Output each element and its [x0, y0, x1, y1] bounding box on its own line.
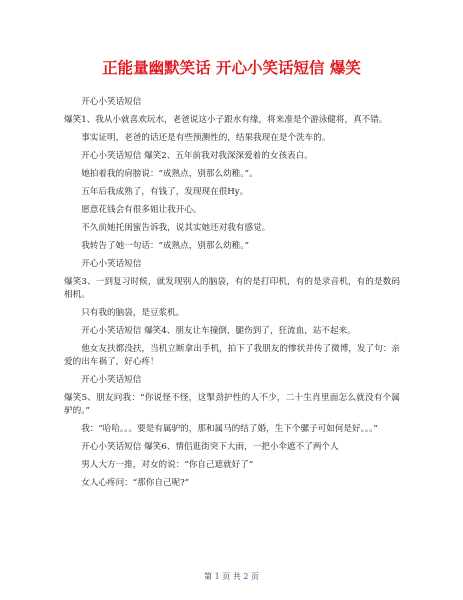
paragraph: 不久前她托闺蜜告诉我，说其实她还对我有感觉。 [81, 223, 271, 233]
paragraph: 只有我的脑袋，是豆浆机。 [81, 308, 185, 318]
document-title: 正能量幽默笑话 开心小笑话短信 爆笑 [102, 59, 361, 77]
page-footer [0, 572, 463, 582]
paragraph: 五年后我成熟了，有钱了，发现现在很Hy。 [81, 187, 249, 197]
paragraph: 开心小笑话短信 [81, 97, 142, 107]
paragraph: 爆笑1、我从小就喜欢玩水，老爸说这小子跟水有缘，将来准是个游泳健将，真不错。 [64, 115, 388, 125]
document-body [64, 96, 400, 495]
paragraph: 事实证明，老爸的话还是有些预测性的，结果我现在是个洗车的。 [81, 133, 331, 143]
paragraph: 开心小笑话短信 [81, 375, 142, 385]
paragraph: 爆笑3、一到复习时候，就发现别人的脑袋，有的是打印机，有的是录音机，有的是数码相机。 [64, 277, 400, 300]
paragraph: 她拍着我的肩膀说：“成熟点，别那么幼稚。”。 [81, 169, 258, 179]
paragraph: 我转告了她一句话：“成熟点，别那么幼稚。” [81, 241, 249, 251]
paragraph: 开心小笑话短信 爆笑4、朋友让车撞倒，腿伤到了，狂流血，站不起来。 [81, 326, 356, 336]
paragraph: 他女友扶都没扶，当机立断拿出手机，拍下了我朋友的惨状并传了微博，发了句：亲爱的出车祸了，好心疼！ [64, 344, 400, 367]
footer-suffix: 页 [250, 572, 259, 581]
paragraph: 开心小笑话短信 爆笑6、情侣逛街突下大雨，一把小伞遮不了两个人 [81, 442, 339, 452]
total-page-number: 2 [243, 572, 249, 581]
paragraph: 男人大方一推，对女的说：“你自己遮就好了” [81, 460, 254, 470]
current-page-number: 1 [214, 572, 220, 581]
paragraph: 我：“哈哈。。。要是有属驴的，那和属马的结了婚，生下个骡子可如何是好。。。” [81, 424, 378, 434]
footer-middle: 页 共 [222, 572, 241, 581]
paragraph: 愿意花钱会有很多姐让我开心。 [81, 205, 202, 215]
paragraph: 爆笑5、朋友问我：“你说怪不怪，这掣劲护性的人不少，二十生肖里面怎么就没有个属驴的。” [64, 393, 400, 416]
paragraph: 开心小笑话短信 [81, 259, 142, 269]
paragraph: 开心小笑话短信 爆笑2、五年前我对我深深爱着的女孩表白。 [81, 151, 313, 161]
footer-prefix: 第 [204, 572, 213, 581]
paragraph: 女人心疼问：“那你自己呢?” [81, 478, 190, 488]
